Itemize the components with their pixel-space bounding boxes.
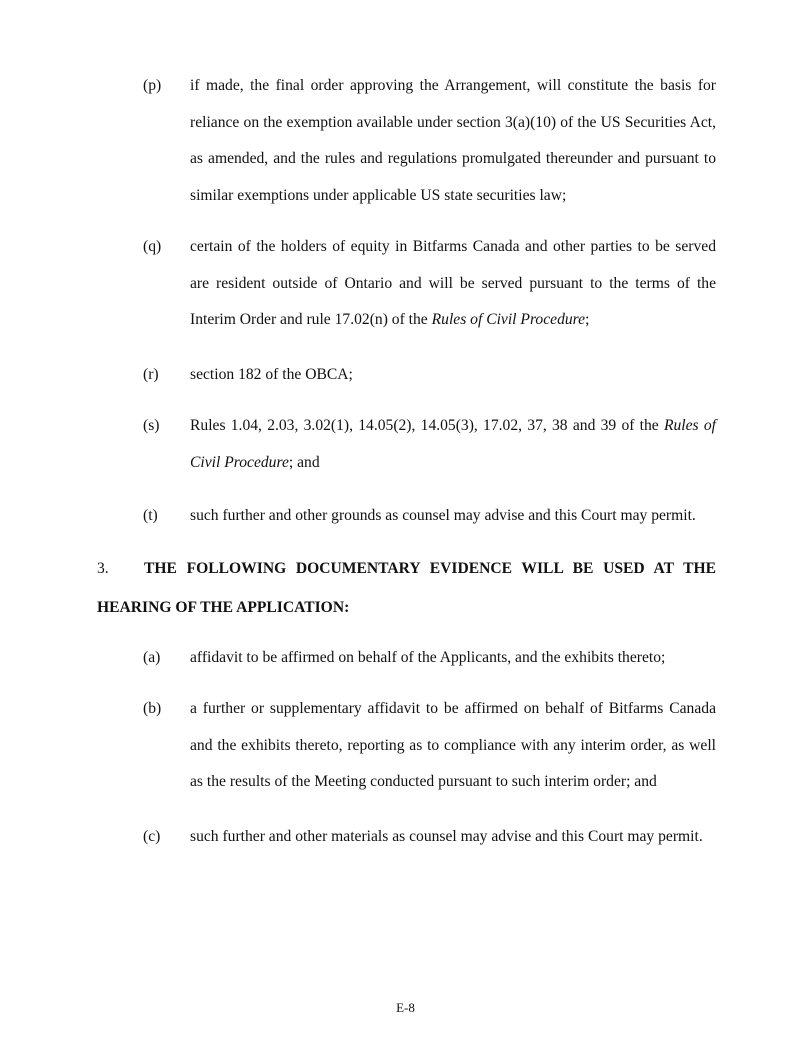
- item-text: [190, 640, 716, 677]
- heading-text: THE FOLLOWING DOCUMENTARY EVIDENCE WILL BE USED AT THE: [144, 560, 716, 577]
- heading-line: HEARING OF THE APPLICATION:: [97, 599, 350, 616]
- text-line: certain of the holders of equity in Bitfarms Canada and other parties to be served: [190, 238, 716, 255]
- text-line: [190, 408, 716, 445]
- page-number: E-8: [396, 1000, 415, 1015]
- text-line: affidavit to be affirmed on behalf of the Applicants, and the exhibits thereto;: [190, 649, 666, 666]
- item-text: [190, 819, 716, 856]
- rules-citation: Rules of: [663, 417, 716, 434]
- text-segment: ; and: [288, 453, 320, 471]
- item-label: (s): [143, 417, 160, 434]
- text-line: section 182 of the OBCA;: [190, 366, 353, 383]
- rules-citation: Civil Procedure: [190, 453, 289, 471]
- item-text: [190, 691, 716, 801]
- item-label: (r): [143, 366, 159, 383]
- item-label: (t): [143, 507, 158, 524]
- item-label: (a): [143, 649, 161, 666]
- text-line: [190, 445, 716, 482]
- text-line: similar exemptions under applicable US state securities law;: [190, 186, 567, 204]
- section-number: 3.: [97, 560, 109, 577]
- item-text: [190, 357, 716, 394]
- text-segment: ;: [585, 311, 590, 328]
- item-label: (q): [143, 238, 162, 255]
- item-label: (p): [143, 77, 162, 94]
- text-segment: Rules 1.04, 2.03, 3.02(1), 14.05(2), 14.05(3), 17.02, 37, 38 and 39 of the: [190, 417, 664, 434]
- item-text: [190, 68, 716, 214]
- section-3-heading: [97, 549, 716, 627]
- item-label: (b): [143, 700, 162, 717]
- heading-line: [97, 549, 716, 588]
- text-line: as amended, and the rules and regulations promulgated thereunder and pursuant to: [190, 150, 716, 167]
- text-line: such further and other grounds as counsel may advise and this Court may permit.: [190, 507, 696, 524]
- text-line: are resident outside of Ontario and will be served pursuant to the terms of the: [190, 274, 716, 292]
- item-label: (c): [143, 828, 161, 845]
- text-line: and the exhibits thereto, reporting as to compliance with any interim order, as well: [190, 736, 716, 754]
- text-line: [190, 302, 716, 339]
- item-text: [190, 229, 716, 339]
- text-segment: Interim Order and rule 17.02(n) of the: [190, 311, 432, 328]
- text-line: such further and other materials as counsel may advise and this Court may permit.: [190, 828, 703, 845]
- item-text: [190, 498, 716, 535]
- text-line: if made, the final order approving the Arrangement, will constitute the basis for: [190, 77, 716, 94]
- rules-citation: Rules of Civil Procedure: [431, 311, 586, 328]
- item-text: [190, 408, 716, 481]
- text-line: reliance on the exemption available under section 3(a)(10) of the US Securities Act,: [190, 113, 716, 131]
- text-line: a further or supplementary affidavit to be affirmed on behalf of Bitfarms Canada: [190, 700, 716, 717]
- text-line: as the results of the Meeting conducted pursuant to such interim order; and: [190, 773, 657, 790]
